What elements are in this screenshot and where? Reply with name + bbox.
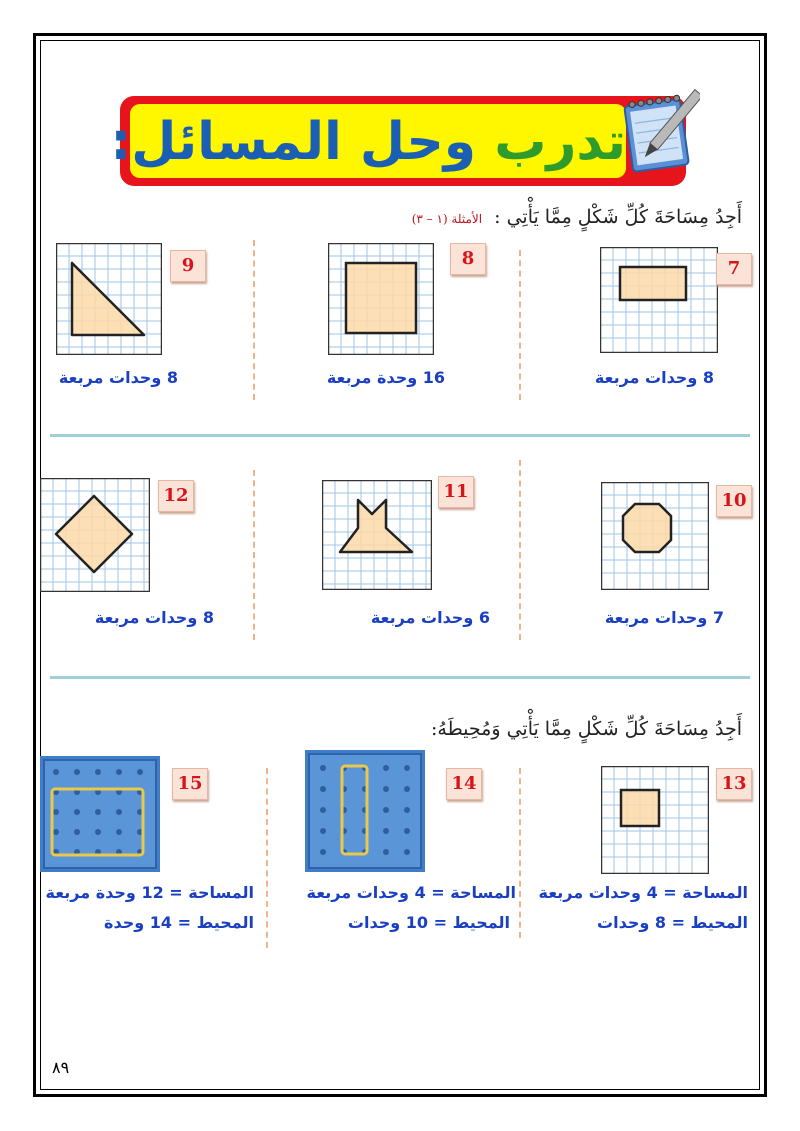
answer-8: 16 وحدة مربعة <box>326 368 445 387</box>
page-title <box>110 102 626 182</box>
title-banner-inner <box>110 104 626 178</box>
geoboard-figure-14 <box>305 750 425 872</box>
answer-14-area: المساحة = 4 وحدات مربعة <box>306 883 516 902</box>
problem-number-8: 8 <box>450 243 486 275</box>
grid-figure-10 <box>601 482 709 590</box>
answer-15-perimeter: المحيط = 14 وحدة <box>104 913 254 932</box>
geoboard-figure-15 <box>40 756 160 872</box>
notepad-pencil-icon <box>618 86 700 176</box>
answer-12: 8 وحدات مربعة <box>94 608 214 627</box>
grid-figure-12 <box>40 478 150 592</box>
title-word-solve: وحل المسائل: <box>110 112 477 172</box>
answer-15-area: المساحة = 12 وحدة مربعة <box>45 883 254 902</box>
column-separator <box>519 250 521 400</box>
answer-7: 8 وحدات مربعة <box>594 368 714 387</box>
problem-number-10: 10 <box>716 485 752 517</box>
problem-number-7: 7 <box>716 253 752 285</box>
problem-number-9: 9 <box>170 250 206 282</box>
grid-figure-7 <box>600 247 718 353</box>
grid-figure-13 <box>601 766 709 874</box>
title-word-practice: تدرب <box>494 112 626 172</box>
answer-9: 8 وحدات مربعة <box>58 368 178 387</box>
column-separator <box>519 768 521 938</box>
answer-14-perimeter: المحيط = 10 وحدات <box>347 913 510 932</box>
answer-13-area: المساحة = 4 وحدات مربعة <box>538 883 748 902</box>
problem-number-12: 12 <box>158 480 194 512</box>
problem-number-11: 11 <box>438 476 474 508</box>
grid-figure-8 <box>328 243 434 355</box>
grid-figure-9 <box>56 243 162 355</box>
problem-number-15: 15 <box>172 768 208 800</box>
title-banner <box>110 96 686 186</box>
column-separator <box>253 240 255 400</box>
instruction-area <box>412 206 742 228</box>
problem-number-14: 14 <box>446 768 482 800</box>
instruction-text: أَجِدُ مِسَاحَةَ كُلِّ شَكْلٍ مِمَّا يَأْتِي : <box>494 206 742 228</box>
instruction-area-2 <box>431 718 742 740</box>
section-divider <box>50 434 750 437</box>
column-separator <box>519 460 521 640</box>
column-separator <box>253 470 255 640</box>
column-separator <box>266 768 268 948</box>
instruction-text-2: أَجِدُ مِسَاحَةَ كُلِّ شَكْلٍ مِمَّا يَأْتِي وَمُحِيطَهُ: <box>431 718 742 740</box>
page-number: ٨٩ <box>52 1058 70 1077</box>
answer-11: 6 وحدات مربعة <box>370 608 490 627</box>
grid-figure-11 <box>322 480 432 590</box>
section-divider <box>50 676 750 679</box>
examples-reference: الأمثلة (١ – ٣) <box>411 212 483 226</box>
problem-number-13: 13 <box>716 768 752 800</box>
answer-13-perimeter: المحيط = 8 وحدات <box>597 913 748 932</box>
answer-10: 7 وحدات مربعة <box>604 608 724 627</box>
